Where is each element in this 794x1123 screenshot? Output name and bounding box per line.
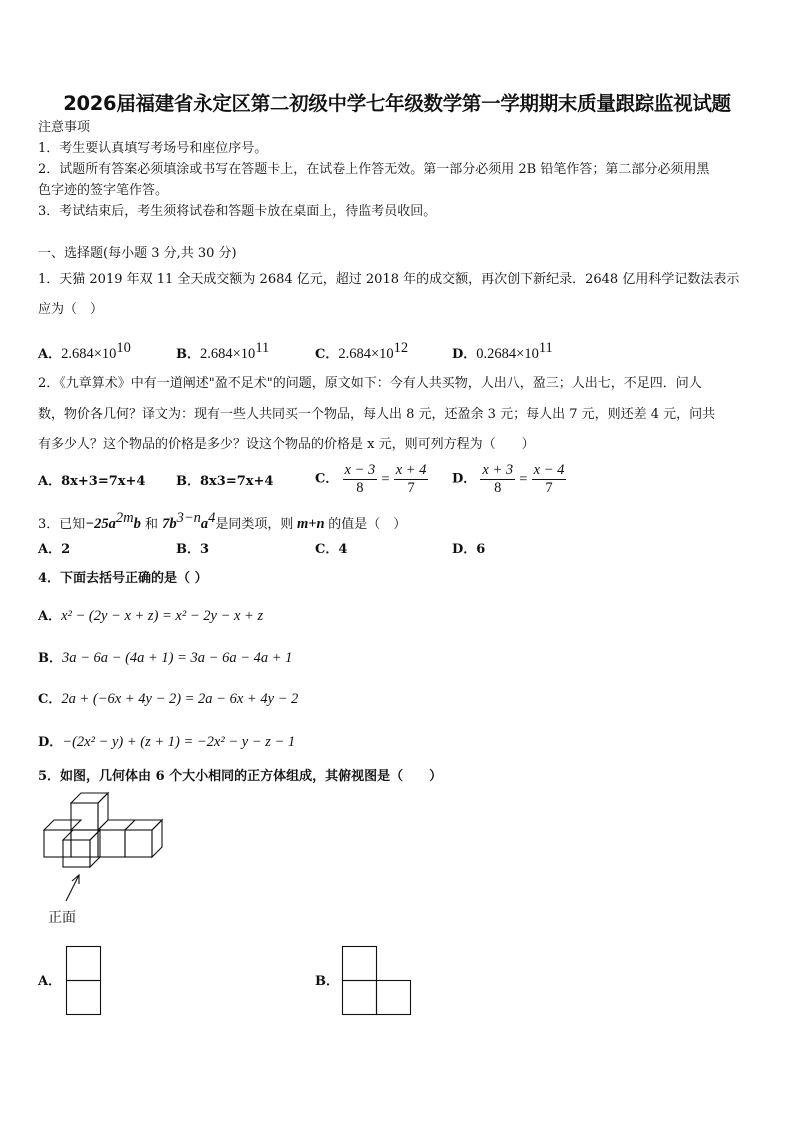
q1-option-b[interactable]: B．$2.684\times 10^{11}$ xyxy=(176,340,270,362)
q2-option-b[interactable]: B．8x3=7x+4 xyxy=(176,474,274,489)
q2-option-d[interactable]: D． $\frac{x + 3}{8}$ = $\frac{x - 4}{7}$ xyxy=(452,462,565,496)
notice-item-1: 1．考生要认真填写考场号和座位序号。 xyxy=(38,141,268,156)
q5-option-a-label[interactable]: A． xyxy=(38,974,62,989)
q2-c-fraction-right: $\frac{x + 4}{7}$ xyxy=(395,462,427,496)
notice-heading: 注意事项 xyxy=(38,120,91,135)
q2-option-a[interactable]: A．8x+3=7x+4 xyxy=(38,474,146,489)
q2-d-fraction-left: $\frac{x + 3}{8}$ xyxy=(482,462,514,496)
q2-c-fraction-left: $\frac{x - 3}{8}$ xyxy=(344,462,376,496)
q1-option-d[interactable]: D．$0.2684\times 10^{11}$ xyxy=(452,340,553,362)
q5-solid-figure xyxy=(38,795,168,905)
q5-option-b-label[interactable]: B． xyxy=(315,974,339,989)
q3-option-b[interactable]: B．3 xyxy=(176,542,210,557)
q1-stem-line1: 1．天猫 2019 年双 11 全天成交额为 2684 亿元，超过 2018 年的成交额，再次创下新纪录．2648 亿用科学记数法表示 xyxy=(38,272,740,287)
q1-stem-line2: 应为（ ） xyxy=(38,302,104,317)
notice-item-2-cont: 色字迹的签字笔作答。 xyxy=(38,183,169,198)
q3-option-c[interactable]: C．4 xyxy=(315,542,348,557)
q3-stem: 3．已知$-25a^{2m}b$ 和 $7b^{3-n}a^4$是同类项，则 m+n 的值是（ ） xyxy=(38,510,407,532)
q4-option-d[interactable]: D．−(2x² − y) + (z + 1) = −2x² − y − z − 1 xyxy=(38,734,296,750)
q2-stem-line3: 有多少人？这个物品的价格是多少？设这个物品的价格是 x 元，则可列方程为（ ） xyxy=(38,437,535,452)
q2-option-c[interactable]: C． $\frac{x - 3}{8}$ = $\frac{x + 4}{7}$ xyxy=(315,462,427,496)
q4-option-b[interactable]: B．3a − 6a − (4a + 1) = 3a − 6a − 4a + 1 xyxy=(38,650,293,666)
q5-option-a-figure[interactable] xyxy=(66,946,106,1016)
q1-option-c[interactable]: C．$2.684\times 10^{12}$ xyxy=(315,340,409,362)
notice-item-2: 2．试题所有答案必须填涂或书写在答题卡上，在试卷上作答无效。第一部分必须用 2B 铅笔作答；第二部分必须用黑 xyxy=(38,162,710,177)
q3-option-d[interactable]: D．6 xyxy=(452,542,486,557)
q2-stem-line1: 2．《九章算术》中有一道阐述"盈不足术"的问题，原文如下：今有人共买物，人出八，盈三；人出七，不足四．问人 xyxy=(38,376,702,391)
q4-stem: 4．下面去括号正确的是（ ） xyxy=(38,571,208,586)
page-title: 2026届福建省永定区第二初级中学七年级数学第一学期期末质量跟踪监视试题 xyxy=(63,92,731,115)
q5-option-b-figure[interactable] xyxy=(342,946,417,1016)
q4-option-a[interactable]: A．x² − (2y − x + z) = x² − 2y − x + z xyxy=(38,608,264,624)
q1-option-a[interactable]: A．$2.684\times 10^{10}$ xyxy=(38,340,131,362)
notice-item-3: 3．考试结束后，考生须将试卷和答题卡放在桌面上，待监考员收回。 xyxy=(38,204,437,219)
q4-option-c[interactable]: C．2a + (−6x + 4y − 2) = 2a − 6x + 4y − 2 xyxy=(38,691,299,707)
q5-stem: 5．如图，几何体由 6 个大小相同的正方体组成，其俯视图是（ ） xyxy=(38,769,443,784)
q2-d-fraction-right: $\frac{x - 4}{7}$ xyxy=(533,462,565,496)
section-heading: 一、选择题(每小题 3 分,共 30 分) xyxy=(38,246,237,261)
q2-stem-line2: 数，物价各几何？译文为：现有一些人共同买一个物品，每人出 8 元，还盈余 3 元；每人出 7 元，则还差 4 元，问共 xyxy=(38,407,716,422)
q3-option-a[interactable]: A．2 xyxy=(38,542,71,557)
q5-front-label: 正面 xyxy=(48,910,76,926)
